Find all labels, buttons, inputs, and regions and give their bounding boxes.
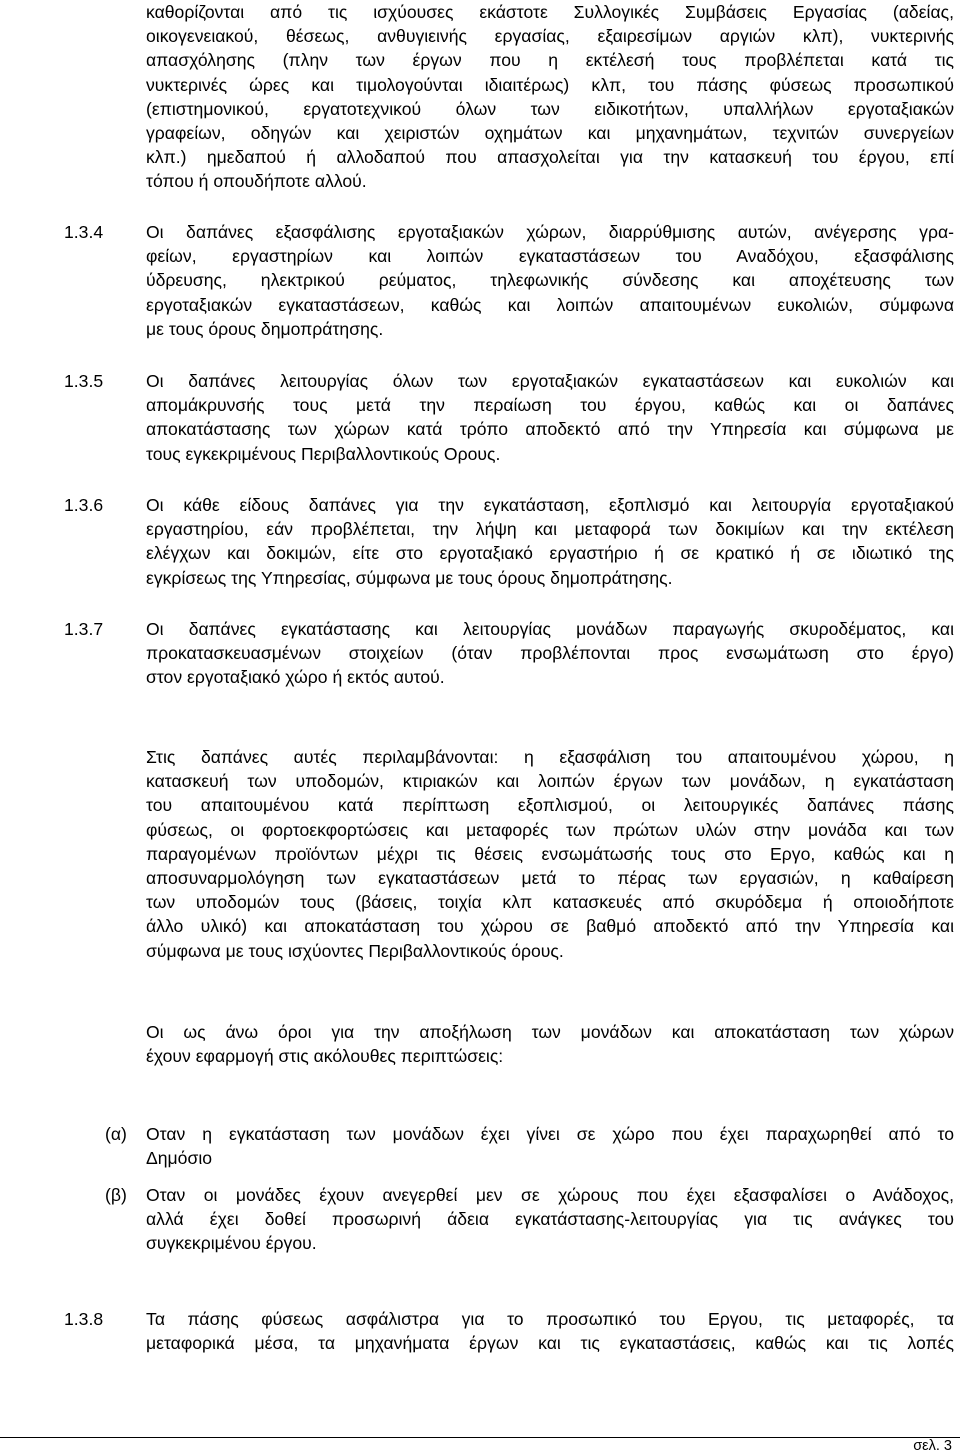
conditions-intro-paragraph [146, 1020, 954, 1068]
text-line: Οι δαπάνες λειτουργίας όλων των εργοταξιακών εγκαταστάσεων και ευκολιών και [146, 371, 954, 391]
text-line: οικογενειακού, θέσεως, ανθυγιεινής εργασίας, εξαιρεσίμων αργιών κλπ), νυκτερινής [146, 26, 954, 47]
text-line: άλλο υλικό) και αποκατάσταση του χώρου σε βαθμό αποδεκτό από την Υπηρεσία και [146, 916, 954, 937]
text-line: με τους όρους δημοπράτησης. [146, 318, 384, 339]
text-line: εγκρίσεως της Υπηρεσίας, σύμφωνα με τους όρους δημοπράτησης. [146, 567, 673, 588]
text-line: προκατασκευασμένων στοιχείων (όταν προβλέπονται προς ενσωμάτωση στο έργο) [146, 643, 954, 664]
section-paragraph [146, 1307, 954, 1355]
section-number: 1.3.8 [64, 1309, 104, 1329]
section-number: 1.3.6 [64, 495, 104, 515]
text-line: Οι κάθε είδους δαπάνες για την εγκατάσταση, εξοπλισμό και λειτουργία εργοταξιακού [146, 495, 954, 515]
text-line: εργοταξιακών εγκαταστάσεων, καθώς και λοιπών απαιτουμένων ευκολιών, σύμφωνα [146, 294, 954, 315]
text-line: απασχόλησης (πλην των έργων που η εκτέλεσή τους προβλέπεται κατά τις [146, 50, 954, 71]
text-line: τόπου ή οπουδήποτε αλλού. [146, 171, 367, 192]
section-number: 1.3.4 [64, 222, 104, 242]
text-line: σύμφωνα με τους ισχύοντες Περιβαλλοντικούς όρους. [146, 940, 564, 961]
condition-paragraph [146, 1122, 954, 1170]
text-line: κλπ.) ημεδαπού ή αλλοδαπού που απασχολείται για την κατασκευή του έργου, επί [146, 147, 954, 168]
text-line: Δημόσιο [146, 1148, 213, 1169]
intro-paragraph [146, 0, 954, 194]
text-line: των υποδομών τους (βάσεις, τοιχία κλπ κατασκευές από σκυρόδεμα ή οποιοδήποτε [146, 892, 954, 913]
text-line: συγκεκριμένου έργου. [146, 1233, 317, 1254]
text-line: Στις δαπάνες αυτές περιλαμβάνονται: η εξασφάλιση του απαιτουμένου χώρου, η [146, 747, 954, 767]
text-line: ελέγχων και δοκιμών, είτε στο εργοταξιακό εργαστήριο ή σε κρατικό ή σε ιδιωτικό της [146, 543, 954, 564]
text-line: απομάκρυνσής τους μετά την περαίωση του έργου, καθώς και οι δαπάνες [146, 395, 954, 416]
text-line: φύσεως, οι φορτοεκφορτώσεις και μεταφορές των πρώτων υλών στην μονάδα και των [146, 819, 954, 840]
text-line: μεταφορικά μέσα, τα μηχανήματα έργων και τις εγκαταστάσεις, καθώς και τις λοπές [146, 1333, 954, 1354]
section-paragraph [146, 220, 954, 341]
text-line: στον εργοταξιακό χώρο ή εκτός αυτού. [146, 667, 445, 688]
text-line: Οταν η εγκατάσταση των μονάδων έχει γίνει σε χώρο που έχει παραχωρηθεί από το [146, 1124, 954, 1144]
section-paragraph [146, 369, 954, 466]
text-line: Οι ως άνω όροι για την αποξήλωση των μονάδων και αποκατάσταση των χώρων [146, 1022, 954, 1042]
text-line: αποκατάστασης των χώρων κατά τρόπο αποδεκτό από την Υπηρεσία και σύμφωνα με [146, 419, 954, 440]
text-line: (επιστημονικού, εργατοτεχνικού όλων των ειδικοτήτων, υπαλλήλων εργοταξιακών [146, 98, 954, 119]
text-line: εργαστηρίου, εάν προβλέπεται, την λήψη και μεταφορά των δοκιμίων και την εκτέλεση [146, 519, 954, 540]
text-line: Οι δαπάνες εξασφάλισης εργοταξιακών χώρων, διαρρύθμισης αυτών, ανέγερσης γρα- [146, 222, 954, 242]
text-line: αλλά έχει δοθεί προσωρινή άδεια εγκατάστασης-λειτουργίας για τις ανάγκες του [146, 1209, 954, 1230]
condition-letter: (β) [105, 1185, 127, 1205]
section-paragraph [146, 493, 954, 590]
section-paragraph [146, 617, 954, 690]
condition-paragraph [146, 1183, 954, 1256]
text-line: κατασκευή των υποδομών, κτιριακών και λοιπών έργων των μονάδων, η εγκατάσταση [146, 771, 954, 792]
text-line: του απαιτουμένου κατά περίπτωση εξοπλισμού, οι λειτουργικές δαπάνες πάσης [146, 795, 954, 816]
text-line: νυκτερινές ώρες και τιμολογούνται ιδιαιτέρως) κλπ, του πάσης φύσεως προσωπικού [146, 74, 954, 95]
text-line: Τα πάσης φύσεως ασφάλιστρα για το προσωπικό του Εργου, τις μεταφορές, τα [146, 1309, 954, 1329]
inclusions-paragraph [146, 745, 954, 963]
text-line: αποσυναρμολόγηση των εγκαταστάσεων μετά το πέρας των εργασιών, η καθαίρεση [146, 867, 954, 888]
section-number: 1.3.7 [64, 619, 104, 639]
footer-divider [0, 1437, 960, 1438]
text-line: ύδρευσης, ηλεκτρικού ρεύματος, τηλεφωνικής σύνδεσης και αποχέτευσης των [146, 270, 954, 291]
text-line: φείων, εργαστηρίων και λοιπών εγκαταστάσεων του Αναδόχου, εξασφάλισης [146, 246, 954, 267]
text-line: παραγομένων προϊόντων μέχρι τις θέσεις ενσωμάτωσής τους στο Εργο, καθώς και η [146, 843, 954, 864]
text-line: Οι δαπάνες εγκατάστασης και λειτουργίας μονάδων παραγωγής σκυροδέματος, και [146, 619, 954, 639]
text-line: έχουν εφαρμογή στις ακόλουθες περιπτώσεις: [146, 1046, 504, 1067]
condition-letter: (α) [105, 1124, 127, 1144]
page-number: σελ. 3 [913, 1438, 952, 1454]
text-line: γραφείων, οδηγών και χειριστών οχημάτων και μηχανημάτων, τεχνιτών συνεργείων [146, 122, 954, 143]
section-number: 1.3.5 [64, 371, 104, 391]
text-line: Οταν οι μονάδες έχουν ανεγερθεί μεν σε χώρους που έχει εξασφαλίσει ο Ανάδοχος, [146, 1185, 954, 1205]
text-line: τους εγκεκριμένους Περιβαλλοντικούς Ορους. [146, 443, 501, 464]
text-line: καθορίζονται από τις ισχύουσες εκάστοτε Συλλογικές Συμβάσεις Εργασίας (αδείας, [146, 2, 954, 22]
